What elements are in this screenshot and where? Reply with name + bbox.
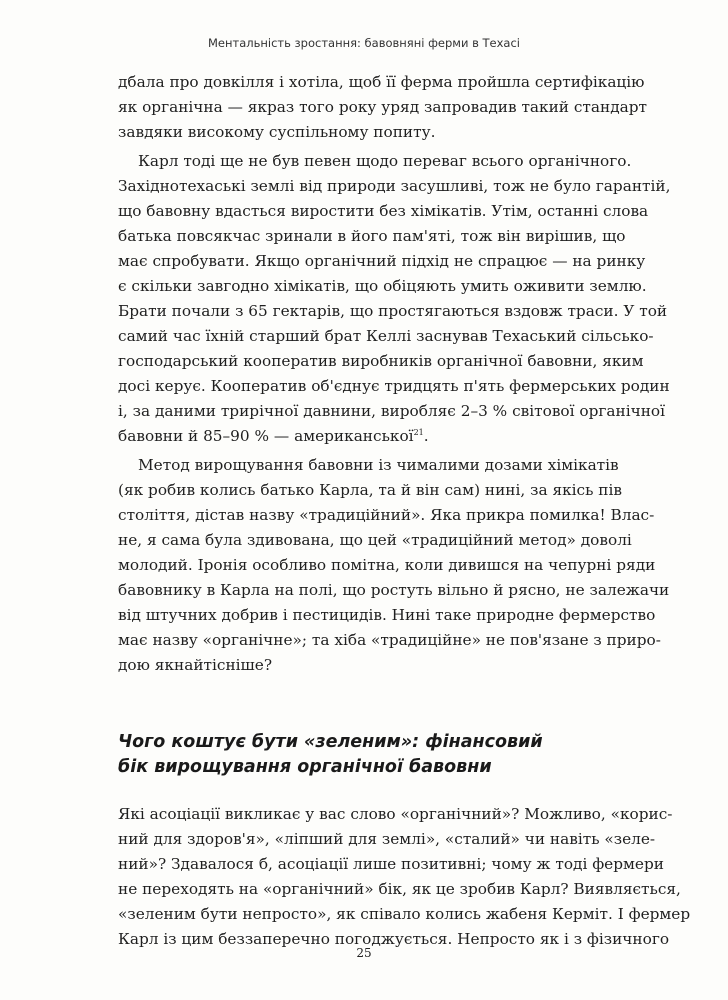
text-line: дбала про довкілля і хотіла, щоб її ферма пройшла сертифікацію [118,73,645,91]
text-line: самий час їхній старший брат Келлі заснував Техаський сільсько- [118,327,654,345]
text-line: століття, дістав назву «традиційний». Яка прикра помилка! Влас- [118,506,655,524]
footnote-marker[interactable]: 21 [413,427,424,437]
heading-line: бік вирощування органічної бавовни [118,757,492,777]
text-line: Метод вирощування бавовни із чималими дозами хімікатів [138,456,619,474]
text-line: молодий. Іронія особливо помітна, коли дивишся на чепурні ряди [118,556,656,574]
text-line: «зеленим бути непросто», як співало колись жабеня Керміт. І фермер [118,905,691,923]
heading-line: Чого коштує бути «зеленим»: фінансовий [118,732,543,752]
text-line: як органічна — якраз того року уряд запровадив такий стандарт [118,98,647,116]
page-body [118,70,691,952]
paragraph-3 [118,453,670,678]
paragraph-2 [118,149,671,449]
text-line: і, за даними трирічної давнини, виробляє 2–3 % світової органічної [118,402,666,420]
text-line: не переходять на «органічний» бік, як це зробив Карл? Виявляється, [118,880,681,898]
text-line: батька повсякчас зринали в його пам'яті, тож він вирішив, що [118,227,626,245]
running-head: Ментальність зростання: бавовняні ферми в Техасі [207,36,521,50]
section-heading [118,730,602,780]
text-line: ний»? Здавалося б, асоціації лише позитивні; чому ж тоді фермери [118,855,664,873]
text-line: Які асоціації викликає у вас слово «органічний»? Можливо, «корис- [118,805,673,823]
text-line: не, я сама була здивована, що цей «традиційний метод» доволі [118,531,632,549]
text-line-with-footnote: бавовни й 85–90 % — американської$^{21}$. [118,427,429,445]
text-line: досі керує. Кооператив об'єднує тридцять п'ять фермерських родин [118,377,670,395]
text-line: ний для здоров'я», «ліпший для землі», «сталий» чи навіть «зеле- [118,830,656,848]
page-number: 25 [356,946,372,960]
text-line: бавовнику в Карла на полі, що ростуть вільно й рясно, не залежачи [118,581,670,599]
text-line: (як робив колись батько Карла, та й він сам) нині, за якісь пів [118,481,622,499]
text-line: господарський кооператив виробників органічної бавовни, яким [118,352,644,370]
text-line: має назву «органічне»; та хіба «традиційне» не пов'язане з приро- [118,631,661,649]
paragraph-1 [118,70,647,145]
text-line: є скільки завгодно хімікатів, що обіцяють умить оживити землю. [118,277,647,295]
text-line: бавовни й 85–90 % — американської [118,427,414,445]
text-line: Карл із цим беззаперечно погоджується. Непросто як і з фізичного [118,930,670,948]
text-line: що бавовну вдасться виростити без хімікатів. Утім, останні слова [118,202,649,220]
paragraph-4 [118,802,691,952]
text-line: завдяки високому суспільному попиту. [118,123,436,141]
text-line: Західнотехаські землі від природи засушливі, тож не було гарантій, [118,177,671,195]
text-line: Карл тоді ще не був певен щодо переваг всього органічного. [138,152,632,170]
text-line: від штучних добрив і пестицидів. Нині таке природне фермерство [118,606,656,624]
text-line: дою якнайтісніше? [118,656,273,674]
text-line: має спробувати. Якщо органічний підхід не спрацює — на ринку [118,252,646,270]
text-line: Брати почали з 65 гектарів, що простягаються вздовж траси. У той [118,302,668,320]
